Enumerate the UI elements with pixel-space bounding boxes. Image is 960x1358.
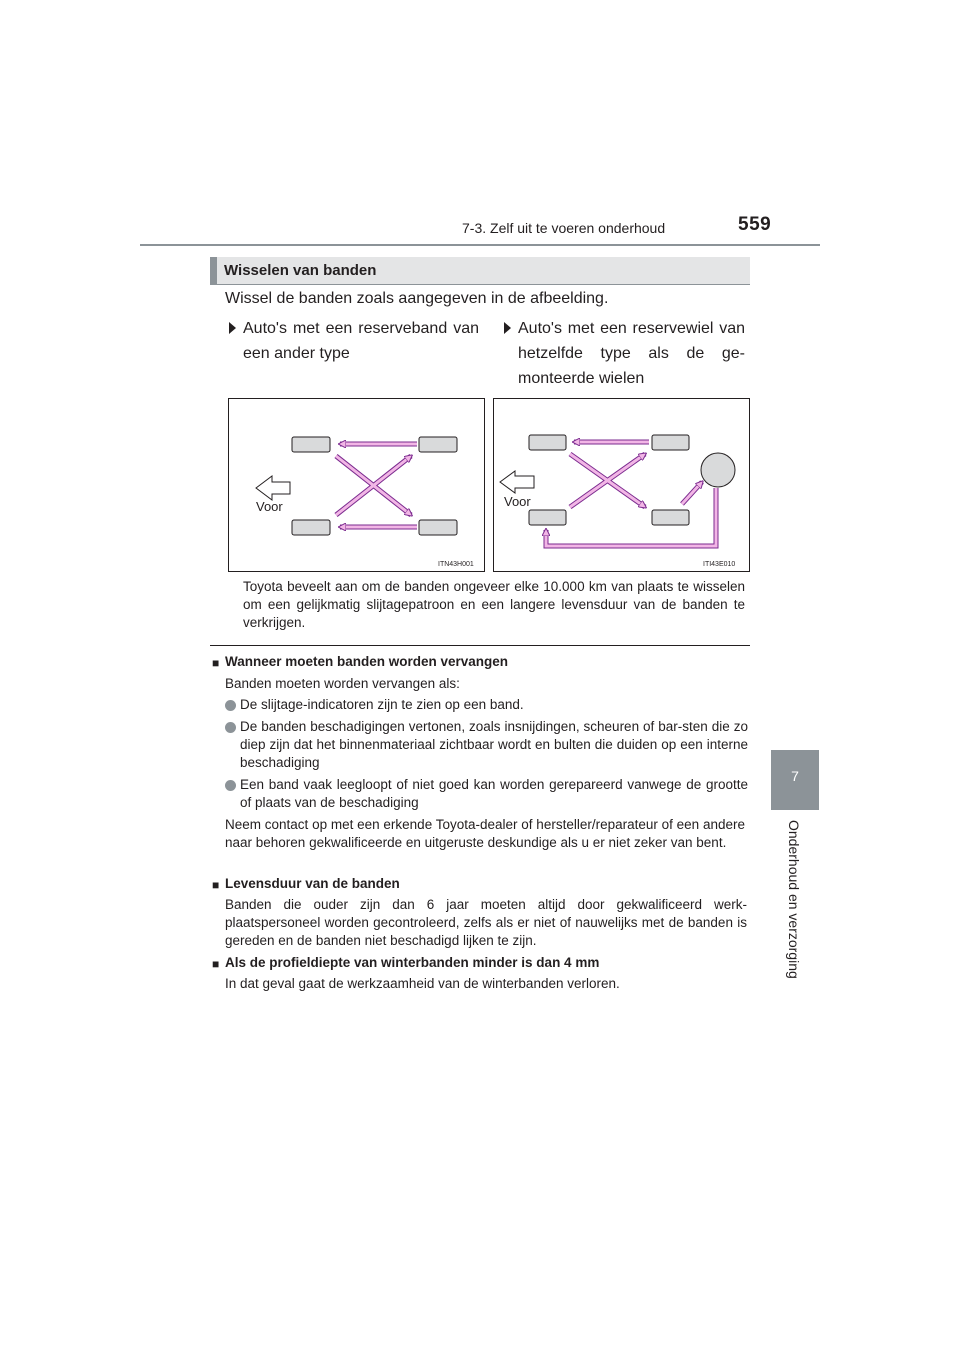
column-heading-right-text: Auto's met een reservewiel van hetzelfde type als de ge-monteerde wielen	[518, 320, 745, 387]
wheel-front-left	[292, 437, 330, 452]
block-text: Banden die ouder zijn dan 6 jaar moeten altijd door gekwalificeerd werk-plaatspersoneel worden gecontroleerd, zelfs als er niet of nauwelijks met de banden is gereden en de banden niet beschadigd lijken te zijn.	[225, 897, 747, 948]
triangle-bullet-icon	[229, 322, 236, 334]
section-divider	[210, 645, 750, 646]
bullet-dot-icon	[225, 700, 236, 711]
wheel-rear-right	[419, 520, 457, 535]
block-heading: Levensduur van de banden	[225, 876, 400, 891]
figure-code-right: ITI43E010	[703, 561, 736, 568]
square-bullet-icon: ■	[212, 656, 220, 670]
column-heading-right	[518, 316, 745, 391]
front-label-left: Voor	[256, 499, 283, 514]
block-heading: Als de profieldiepte van winterbanden minder is dan 4 mm	[225, 955, 600, 970]
wheel-front-left	[529, 435, 566, 450]
chapter-number: 7	[791, 768, 799, 784]
bullet-dot-icon	[225, 780, 236, 791]
section-title: Wisselen van banden	[224, 262, 377, 279]
square-bullet-icon: ■	[212, 878, 220, 892]
bullet-dot-icon	[225, 722, 236, 733]
wheel-front-right	[529, 510, 566, 525]
block-paragraph: Neem contact op met een erkende Toyota-dealer of hersteller/reparateur of een andere naar behoren gekwalificeerde en uitgeruste deskundige als u er niet zeker van bent.	[225, 817, 745, 850]
wheel-rear-right	[652, 510, 689, 525]
spare-wheel	[701, 453, 735, 487]
square-bullet-icon: ■	[212, 957, 220, 971]
block-heading: Wanneer moeten banden worden vervangen	[225, 654, 509, 669]
block-text: In dat geval gaat de werkzaamheid van de winterbanden verloren.	[225, 976, 620, 991]
column-heading-left	[243, 316, 479, 366]
triangle-bullet-icon	[504, 322, 511, 334]
wheel-front-right	[292, 520, 330, 535]
tire-rotation-diagram	[228, 398, 750, 572]
list-item: De slijtage-indicatoren zijn te zien op een band.	[240, 697, 524, 712]
figure-caption: Toyota beveelt aan om de banden ongeveer elke 10.000 km van plaats te wisselen om een gelijkmatig slijtagepatroon en een langere levensduur van de banden te verkrijgen.	[243, 579, 745, 630]
front-label-right: Voor	[504, 494, 531, 509]
page-number: 559	[738, 214, 772, 235]
chapter-label	[782, 820, 806, 1000]
intro-text: Wissel de banden zoals aangegeven in de afbeelding.	[225, 290, 609, 307]
chapter-label-text: Onderhoud en verzorging	[786, 820, 802, 979]
column-heading-left-text: Auto's met een reserveband van een ander type	[243, 320, 479, 362]
block-text: Banden moeten worden vervangen als:	[225, 676, 460, 691]
list-item: De banden beschadigingen vertonen, zoals insnijdingen, scheuren of bar-sten die zo diep zijn dat het binnenmateriaal zichtbaar wordt en bulten die duiden op een interne beschadiging	[240, 719, 748, 770]
running-header-section: 7-3. Zelf uit te voeren onderhoud	[462, 220, 666, 236]
tire-rotation-svg	[228, 398, 750, 572]
figure-code-left: ITN43H001	[438, 561, 474, 568]
section-marker	[210, 257, 217, 285]
header-rule	[140, 244, 820, 246]
wheel-rear-left	[652, 435, 689, 450]
wheel-rear-left	[419, 437, 457, 452]
list-item: Een band vaak leegloopt of niet goed kan worden gerepareerd vanwege de grootte of plaats van de beschadiging	[240, 777, 748, 810]
